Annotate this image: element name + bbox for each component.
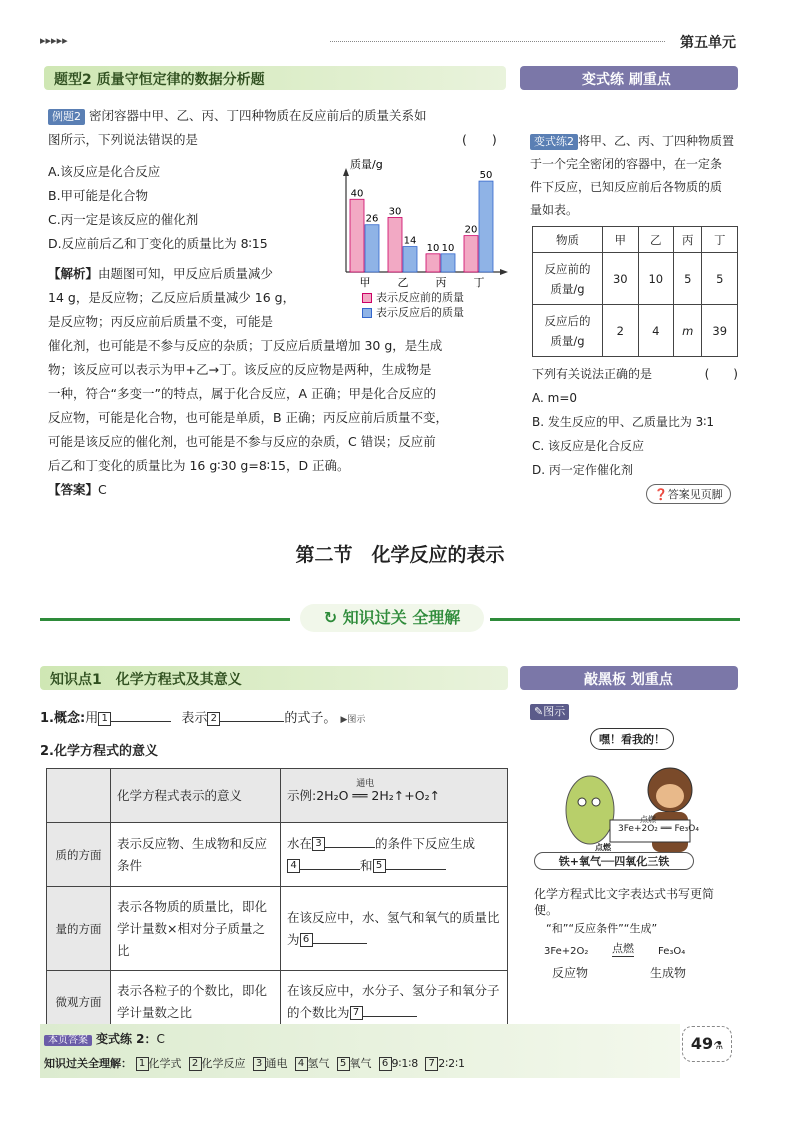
footer-badge: 本页答案 xyxy=(44,1035,92,1046)
cell: 5 xyxy=(702,253,738,305)
board-cond: 点燃 xyxy=(640,815,656,824)
example-paren: ( ) xyxy=(462,132,497,147)
footer-answer: 6 9∶1∶8 xyxy=(379,1057,419,1070)
ribbon: 点燃 铁+氧气──四氧化三铁 xyxy=(534,852,694,870)
bar-value-label: 20 xyxy=(464,224,478,236)
row-label-quality: 质的方面 xyxy=(47,823,111,887)
banner-title: ↻ 知识过关 全理解 xyxy=(300,604,484,632)
variant-option-a: A. m=0 xyxy=(532,391,578,405)
knowledge-title: 知识点1 化学方程式及其意义 xyxy=(50,672,242,688)
meaning-row-quantity xyxy=(47,887,508,971)
quote-line: “和”“反应条件”“生成” xyxy=(546,922,658,935)
analysis-line-3: 是反应物；丙反应前后质量不变，可能是 xyxy=(48,314,274,329)
cell: 30 xyxy=(603,253,639,305)
example-options xyxy=(48,160,348,256)
ribbon-cond: 点燃 xyxy=(595,843,611,852)
fill-blank-4[interactable] xyxy=(300,869,360,870)
analysis-line-8: 可能是该反应的催化剂，也可能是不参与反应的杂质，C 错误；反应前 xyxy=(48,434,436,449)
example-quantity: 在该反应中，水、氢气和氧气的质量比为 6 xyxy=(281,887,508,971)
row-label-micro: 微观方面 xyxy=(47,971,111,1033)
cell: 2 xyxy=(603,305,639,357)
bar-value-label: 14 xyxy=(403,235,417,247)
legend-before: 表示反应前的质量 xyxy=(362,290,464,305)
knowledge-title-band xyxy=(40,666,508,690)
header-rule xyxy=(330,41,665,42)
row-label: 反应前的 质量/g xyxy=(533,253,603,305)
fill-blank-3[interactable] xyxy=(325,847,375,848)
fill-blank-2[interactable] xyxy=(220,721,284,722)
example-micro: 在该反应中，水分子、氢分子和氧分子的个数比为 7 xyxy=(281,971,508,1033)
swirl-icon: ↻ xyxy=(323,608,338,627)
monkey-face xyxy=(656,784,684,808)
fill-blank-6[interactable] xyxy=(313,943,367,944)
side-title-band xyxy=(520,66,738,90)
corn-character xyxy=(566,776,614,844)
analysis-line-4: 催化剂，也可能是不参与反应的杂质；丁反应后质量增加 30 g，是生成 xyxy=(48,338,443,353)
unit-label: 第五单元 xyxy=(680,35,736,51)
left-label: 反应物 xyxy=(552,966,589,980)
footer-line-1: 本页答案 变式练 2：C xyxy=(44,1030,165,1047)
header-dots: ▸▸▸▸▸ xyxy=(40,34,68,47)
analysis-line-7: 反应物，可能是化合物，也可能是单质，B 正确；丙反应前后质量不变， xyxy=(48,410,449,425)
analysis xyxy=(48,262,508,502)
bar-value-label: 26 xyxy=(365,213,379,225)
variant-row-after xyxy=(533,305,738,357)
desc-micro: 表示各粒子的个数比，即化学计量数之比 xyxy=(111,971,281,1033)
blank-number-2: 2 xyxy=(207,712,220,726)
pencil-icon: ✎ xyxy=(534,705,544,718)
legend-after: 表示反应后的质量 xyxy=(362,305,464,320)
row-label: 反应后的 质量/g xyxy=(533,305,603,357)
footer-answer: 1 化学式 xyxy=(136,1057,182,1070)
fill-blank-7[interactable] xyxy=(363,1016,417,1017)
key-icon: ❓ xyxy=(654,488,668,501)
bar-value-label: 50 xyxy=(479,170,493,182)
variant-option-c: C. 该反应是化合反应 xyxy=(532,439,645,453)
flask-icon: ⚗ xyxy=(713,1039,724,1052)
fill-blank-1[interactable] xyxy=(111,721,171,722)
cell: m xyxy=(674,305,702,357)
example-quality: 水在 3 的条件下反应生成 4 和 5 xyxy=(281,823,508,887)
banner-rule-right xyxy=(490,618,740,621)
option-d: D.反应前后乙和丁变化的质量比为 8∶15 xyxy=(48,236,268,251)
corn-eye-right xyxy=(592,798,600,806)
cell: 5 xyxy=(674,253,702,305)
figure-tag: ✎图示 xyxy=(530,704,569,720)
bar-value-label: 10 xyxy=(441,242,455,254)
variant-question xyxy=(532,362,738,482)
concept-line: 1.概念:用 1 表示 2 的式子。 ▶图示 xyxy=(40,711,366,726)
variant-question-line: 下列有关说法正确的是 ( ) xyxy=(532,367,738,381)
banner-rule-left xyxy=(40,618,290,621)
analysis-line-2: 14 g，是反应物；乙反应后质量减少 16 g， xyxy=(48,290,296,305)
variant-tag: 变式练2 xyxy=(530,134,578,150)
bar-value-label: 40 xyxy=(350,188,364,200)
analysis-line-5: 物；该反应可以表示为甲+乙→丁。该反应的反应物是两种，生成物是 xyxy=(48,362,432,377)
bar-after-4 xyxy=(479,181,493,272)
x-tick-label: 甲 xyxy=(359,276,371,289)
example-question-line-2: 图所示，下列说法错误的是 xyxy=(48,132,199,147)
figure-ref: ▶图示 xyxy=(340,715,366,725)
section-title: 题型2 质量守恒定律的数据分析题 xyxy=(54,72,265,88)
th-ding: 丁 xyxy=(702,227,738,253)
page-number: 49 xyxy=(690,1034,714,1053)
th-bing: 丙 xyxy=(674,227,702,253)
option-a: A.该反应是化合反应 xyxy=(48,164,161,179)
th-substance: 物质 xyxy=(533,227,603,253)
mid-cond: 点燃 xyxy=(612,942,634,955)
example-tag: 例题2 xyxy=(48,109,85,125)
th-jia: 甲 xyxy=(603,227,639,253)
th-yi: 乙 xyxy=(638,227,674,253)
example-question xyxy=(48,104,508,152)
answer-link-button[interactable]: ❓答案见页脚 xyxy=(646,484,731,504)
board-equation: 点燃 3Fe+2O₂ ══ Fe₃O₄ xyxy=(618,815,699,834)
x-tick-label: 乙 xyxy=(397,276,409,289)
footer-answer: 3 通电 xyxy=(253,1057,288,1070)
cell: 4 xyxy=(638,305,674,357)
meaning-title: 2.化学方程式的意义 xyxy=(40,744,158,759)
option-c: C.丙一定是该反应的催化剂 xyxy=(48,212,199,227)
answer-line: 【答案】C xyxy=(48,482,107,497)
blank-number-1: 1 xyxy=(98,712,111,726)
footer-answer: 5 氧气 xyxy=(337,1057,372,1070)
meaning-header-col2: 化学方程式表示的意义 xyxy=(111,769,281,823)
analysis-line-9: 后乙和丁变化的质量比为 16 g∶30 g=8∶15，D 正确。 xyxy=(48,458,350,473)
bar-value-label: 10 xyxy=(426,242,440,254)
x-tick-label: 丙 xyxy=(435,276,447,289)
variant-text: 变式练2 将甲、乙、丙、丁四种物质置 于一个完全密闭的容器中，在一定条 件下反应，已知反应前后各物质的质 量如表。 xyxy=(530,134,735,217)
side-title-band-2 xyxy=(520,666,738,690)
corn-eye-left xyxy=(578,798,586,806)
cell: 39 xyxy=(702,305,738,357)
equation: 2H₂O ══ 2H₂↑+O₂↑ xyxy=(316,787,441,803)
page-number-box xyxy=(682,1026,732,1062)
variant-table xyxy=(532,226,738,357)
analysis-line-6: 一种，符合“多变一”的特点，属于化合反应，A 正确；甲是化合反应的 xyxy=(48,386,436,401)
speech-bubble: 嘿！看我的！ xyxy=(590,728,674,750)
row-label-quantity: 量的方面 xyxy=(47,887,111,971)
variant-option-b: B. 发生反应的甲、乙质量比为 3∶1 xyxy=(532,415,715,429)
x-tick-label: 丁 xyxy=(473,276,485,289)
desc-quality: 表示反应物、生成物和反应条件 xyxy=(111,823,281,887)
right-formula: Fe₃O₄ xyxy=(658,946,686,957)
desc-quantity: 表示各物质的质量比，即化学计量数×相对分子质量之比 xyxy=(111,887,281,971)
meaning-row-quality xyxy=(47,823,508,887)
right-label: 生成物 xyxy=(650,966,687,980)
analysis-line-1: 【解析】由题图可知，甲反应后质量减少 xyxy=(48,266,274,281)
equation-condition: 通电 xyxy=(356,778,375,789)
example-question-line-1: 密闭容器中甲、乙、丙、丁四种物质在反应前后的质量关系如 xyxy=(88,108,427,123)
side-title: 变式练 刷重点 xyxy=(582,72,671,88)
y-axis-label: 质量/g xyxy=(350,158,383,171)
meaning-header-col3: 示例: 通电 2H₂O ══ 2H₂↑+O₂↑ xyxy=(281,769,508,823)
y-axis-arrow xyxy=(343,168,349,176)
section-title-band xyxy=(44,66,506,90)
meaning-table xyxy=(46,768,508,1033)
meaning-corner xyxy=(47,769,111,823)
footer-line-2: 知识过关全理解： 1 化学式 2 化学反应 3 通电 4 氢气 5 氧气 6 9∶1∶8 7 2∶2∶1 xyxy=(44,1057,465,1070)
fill-blank-5[interactable] xyxy=(386,869,446,870)
side-title-2: 敲黑板 划重点 xyxy=(584,672,673,688)
footer-answer: 2 化学反应 xyxy=(189,1057,246,1070)
cartoon-panel xyxy=(530,700,740,1010)
cell: 10 xyxy=(638,253,674,305)
bar-value-label: 30 xyxy=(388,206,402,218)
footer-answer: 7 2∶2∶1 xyxy=(425,1057,465,1070)
footer-answer: 4 氢气 xyxy=(295,1057,330,1070)
meaning-header-row xyxy=(47,769,508,823)
cartoon-caption: 化学方程式比文字表达式书写更简便。 xyxy=(534,887,715,917)
section-heading: 第二节 化学反应的表示 xyxy=(295,544,505,566)
variant-table-header xyxy=(533,227,738,253)
variant-option-d: D. 丙一定作催化剂 xyxy=(532,463,633,477)
option-b: B.甲可能是化合物 xyxy=(48,188,149,203)
variant-row-before xyxy=(533,253,738,305)
left-formula: 3Fe+2O₂ xyxy=(544,946,589,957)
